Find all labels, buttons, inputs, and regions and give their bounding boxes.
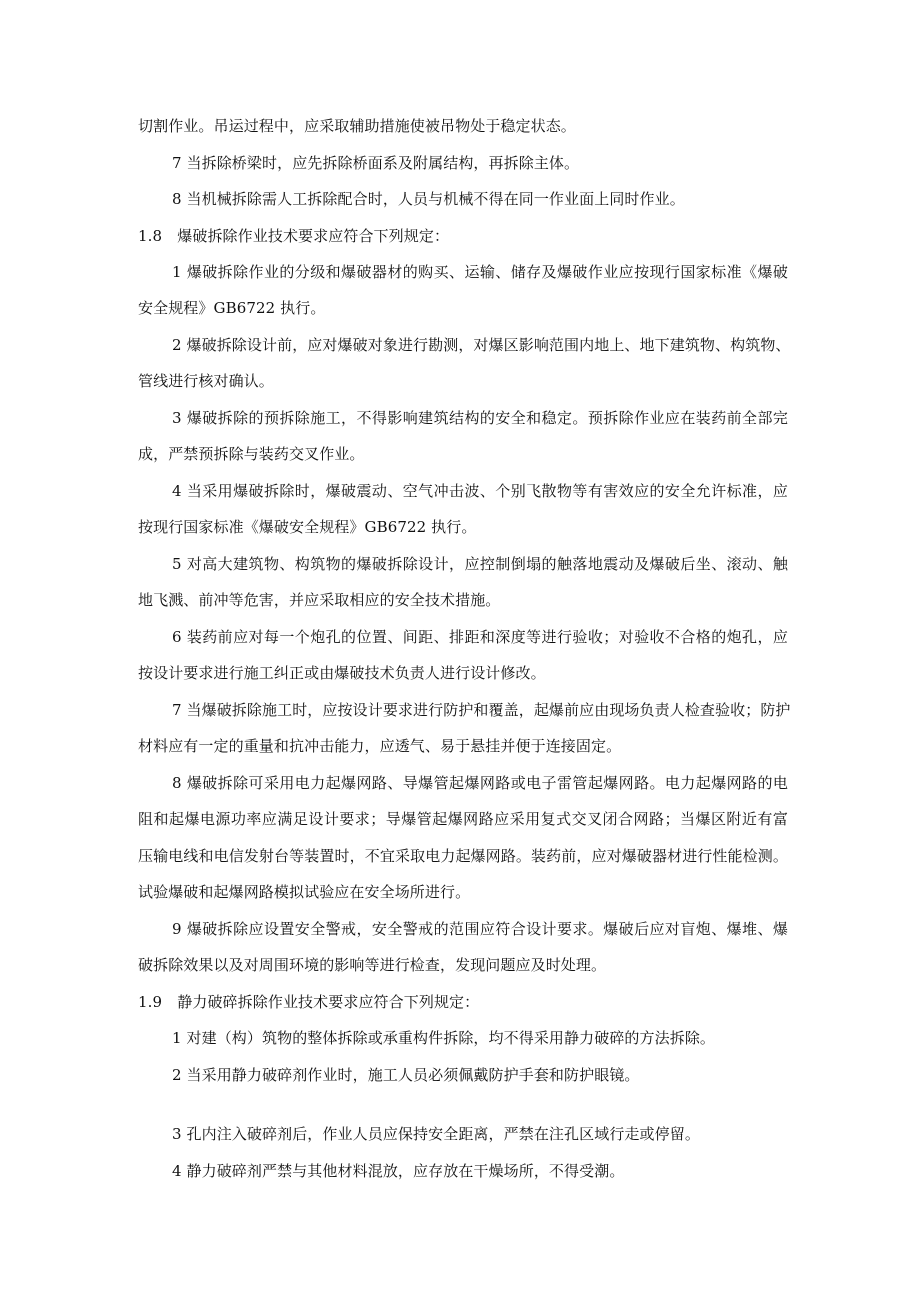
text-line: 材料应有一定的重量和抗冲击能力，应透气、易于悬挂并便于连接固定。 [138, 737, 622, 755]
text-line: 1 对建（构）筑物的整体拆除或承重构件拆除，均不得采用静力破碎的方法拆除。 [172, 1029, 716, 1047]
section-heading: 1.8 爆破拆除作业技术要求应符合下列规定： [138, 227, 450, 245]
text-line: 2 当采用静力破碎剂作业时，施工人员必须佩戴防护手套和防护眼镜。 [172, 1066, 640, 1084]
text-line: 1 爆破拆除作业的分级和爆破器材的购买、运输、储存及爆破作业应按现行国家标准《爆破 [172, 263, 788, 281]
text-line: 地飞溅、前冲等危害，并应采取相应的安全技术措施。 [138, 591, 501, 609]
text-line: 5 对高大建筑物、构筑物的爆破拆除设计，应控制倒塌的触落地震动及爆破后坐、滚动、触 [172, 555, 788, 573]
text-line: 3 爆破拆除的预拆除施工，不得影响建筑结构的安全和稳定。预拆除作业应在装药前全部完 [172, 409, 788, 427]
text-line: 试验爆破和起爆网路模拟试验应在安全场所进行。 [138, 883, 471, 901]
text-line: 4 当采用爆破拆除时，爆破震动、空气冲击波、个别飞散物等有害效应的安全允许标准，应 [172, 482, 788, 500]
text-line: 7 当爆破拆除施工时，应按设计要求进行防护和覆盖，起爆前应由现场负责人检查验收；防护 [172, 701, 791, 719]
text-line: 管线进行核对确认。 [138, 372, 274, 390]
text-line: 7 当拆除桥梁时，应先拆除桥面系及附属结构，再拆除主体。 [172, 154, 580, 172]
text-line: 成，严禁预拆除与装药交叉作业。 [138, 445, 365, 463]
text-line: 按现行国家标准《爆破安全规程》GB6722 执行。 [138, 518, 477, 536]
text-line: 压输电线和电信发射台等装置时，不宜采取电力起爆网路。装药前，应对爆破器材进行性能检测。 [138, 847, 788, 865]
text-line: 按设计要求进行施工纠正或由爆破技术负责人进行设计修改。 [138, 664, 546, 682]
text-line: 9 爆破拆除应设置安全警戒，安全警戒的范围应符合设计要求。爆破后应对盲炮、爆堆、爆 [172, 920, 788, 938]
text-line: 2 爆破拆除设计前，应对爆破对象进行勘测，对爆区影响范围内地上、地下建筑物、构筑物、 [172, 336, 791, 354]
text-line: 安全规程》GB6722 执行。 [138, 299, 326, 317]
text-line: 切割作业。吊运过程中，应采取辅助措施使被吊物处于稳定状态。 [138, 117, 576, 135]
section-heading: 1.9 静力破碎拆除作业技术要求应符合下列规定： [138, 993, 480, 1011]
text-line: 阻和起爆电源功率应满足设计要求；导爆管起爆网路应采用复式交叉闭合网路；当爆区附近有富 [138, 810, 788, 828]
text-line: 破拆除效果以及对周围环境的影响等进行检查，发现问题应及时处理。 [138, 956, 607, 974]
text-line: 8 爆破拆除可采用电力起爆网路、导爆管起爆网路或电子雷管起爆网路。电力起爆网路的电 [172, 774, 788, 792]
text-line: 3 孔内注入破碎剂后，作业人员应保持安全距离，严禁在注孔区域行走或停留。 [172, 1125, 700, 1143]
text-line: 8 当机械拆除需人工拆除配合时，人员与机械不得在同一作业面上同时作业。 [172, 190, 685, 208]
text-line: 4 静力破碎剂严禁与其他材料混放，应存放在干燥场所，不得受潮。 [172, 1162, 625, 1180]
text-line: 6 装药前应对每一个炮孔的位置、间距、排距和深度等进行验收；对验收不合格的炮孔，应 [172, 628, 788, 646]
